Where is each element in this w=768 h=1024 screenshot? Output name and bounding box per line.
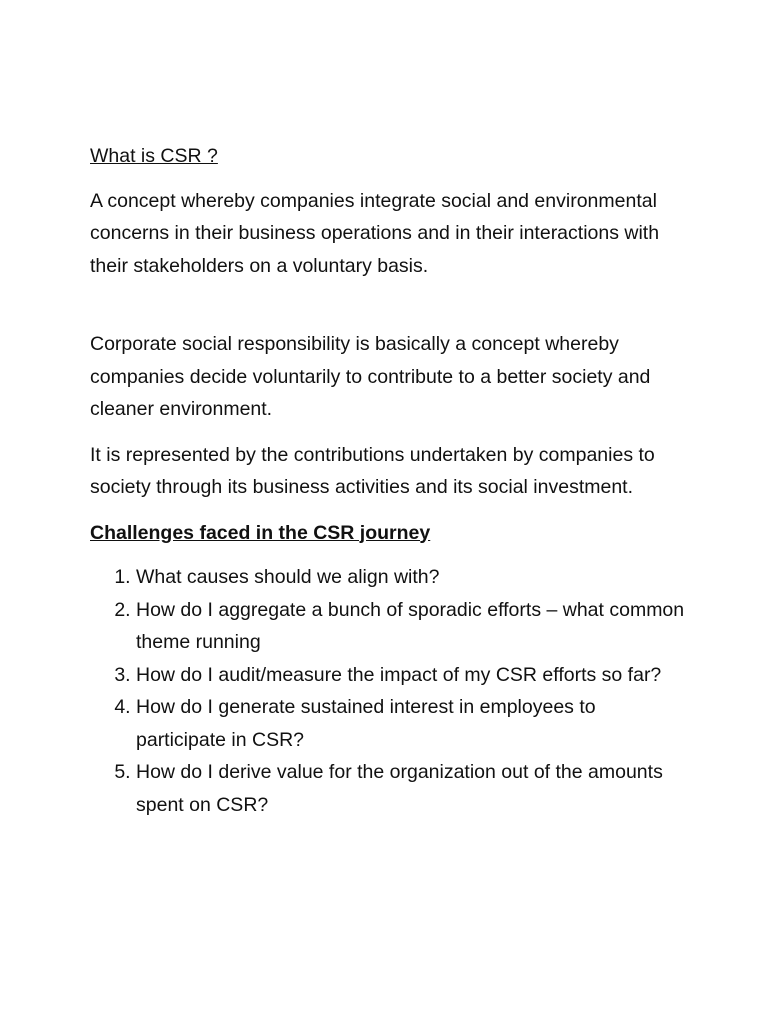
paragraph-csr-concept: Corporate social responsibility is basically a concept whereby companies decide voluntarily to contribute to a better society and cleaner environment. — [90, 333, 651, 420]
document-body — [90, 140, 690, 821]
list-item: 4. How do I generate sustained interest in employees to participate in CSR? — [136, 691, 690, 756]
challenges-list — [90, 561, 690, 821]
challenges-heading: Challenges faced in the CSR journey — [90, 521, 431, 544]
paragraph-definition: A concept whereby companies integrate social and environmental concerns in their business operations and in their interactions with their stakeholders on a voluntary basis. — [90, 189, 660, 277]
list-item: 1. What causes should we align with? — [136, 561, 690, 594]
list-item: 3. How do I audit/measure the impact of my CSR efforts so far? — [136, 659, 690, 692]
list-item: 5. How do I derive value for the organization out of the amounts spent on CSR? — [136, 756, 690, 821]
document-title: What is CSR ? — [90, 145, 218, 167]
list-item: 2. How do I aggregate a bunch of sporadic efforts – what common theme running — [136, 594, 690, 659]
paragraph-contributions: It is represented by the contributions undertaken by companies to society through its business activities and its social investment. — [90, 443, 655, 498]
